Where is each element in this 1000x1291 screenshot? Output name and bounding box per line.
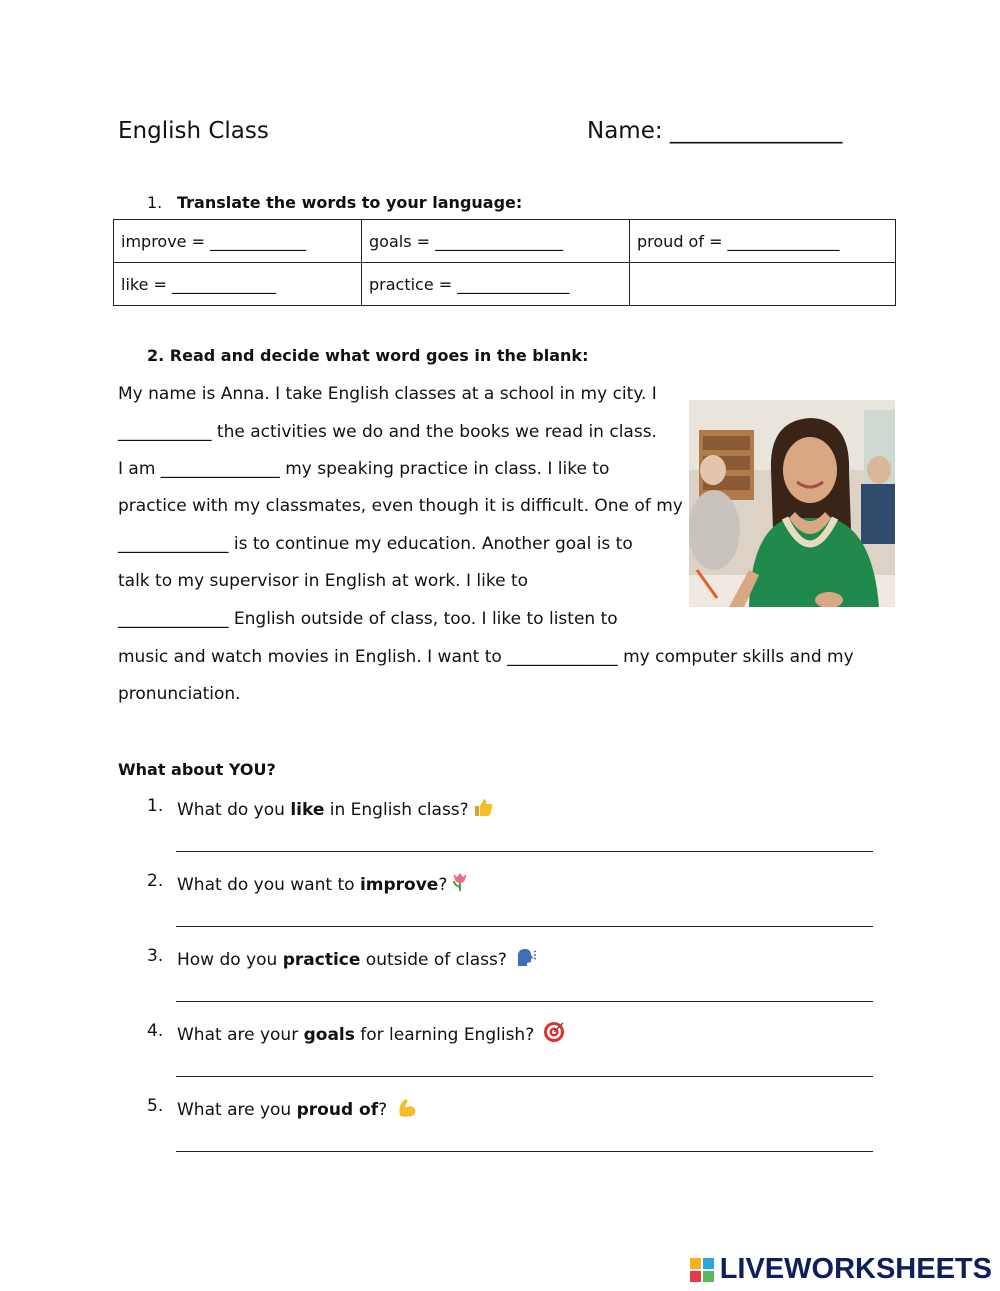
question-text: What do you like in English class? <box>177 796 494 823</box>
answer-line[interactable] <box>176 1001 873 1002</box>
vocab-cell[interactable]: goals = ________________ <box>362 220 630 263</box>
question-text: What are you proud of? <box>177 1096 418 1123</box>
section3-title: What about YOU? <box>118 760 276 779</box>
section1-number: 1. <box>147 193 163 212</box>
question-number: 4. <box>147 1021 164 1041</box>
paragraph-line: talk to my supervisor in English at work. I like to <box>118 571 529 591</box>
speaking-head-icon <box>515 946 537 973</box>
flexed-biceps-icon <box>396 1096 418 1123</box>
student-photo <box>689 400 895 607</box>
section1-title: Translate the words to your language: <box>177 193 523 212</box>
tulip-icon <box>450 871 470 898</box>
liveworksheets-brand-text: LIVEWORKSHEETS <box>719 1253 992 1285</box>
thumbs-up-icon <box>472 796 494 823</box>
paragraph-line: pronunciation. <box>118 684 241 704</box>
question-text: What do you want to improve? <box>177 871 470 898</box>
section2-title: 2. Read and decide what word goes in the blank: <box>147 346 589 365</box>
question-number: 1. <box>147 796 164 816</box>
paragraph-line: _____________ English outside of class, too. I like to listen to <box>118 609 618 629</box>
answer-line[interactable] <box>176 926 873 927</box>
paragraph-line: ___________ the activities we do and the books we read in class. <box>118 422 657 442</box>
paragraph-line: _____________ is to continue my education. Another goal is to <box>118 534 633 554</box>
question-number: 3. <box>147 946 164 966</box>
paragraph-line: music and watch movies in English. I want to _____________ my computer skills and my <box>118 647 854 667</box>
question-text: How do you practice outside of class? <box>177 946 537 973</box>
paragraph-line: practice with my classmates, even though it is difficult. One of my <box>118 496 683 516</box>
worksheet-title: English Class <box>118 118 269 144</box>
answer-line[interactable] <box>176 1076 873 1077</box>
question-text: What are your goals for learning English? <box>177 1021 565 1048</box>
vocab-cell[interactable]: improve = ____________ <box>114 220 362 263</box>
target-icon <box>543 1021 565 1048</box>
table-row <box>114 263 896 306</box>
vocab-cell[interactable]: like = _____________ <box>114 263 362 306</box>
liveworksheets-logo[interactable] <box>689 1253 992 1287</box>
liveworksheets-logo-icon <box>689 1256 715 1284</box>
name-label: Name: _______________ <box>587 118 843 144</box>
answer-line[interactable] <box>176 1151 873 1152</box>
table-row <box>114 220 896 263</box>
vocab-cell[interactable]: practice = ______________ <box>362 263 630 306</box>
question-number: 2. <box>147 871 164 891</box>
paragraph-line: My name is Anna. I take English classes at a school in my city. I <box>118 384 657 404</box>
vocab-table <box>113 219 896 306</box>
question-number: 5. <box>147 1096 164 1116</box>
answer-line[interactable] <box>176 851 873 852</box>
vocab-cell[interactable]: proud of = ______________ <box>630 220 896 263</box>
vocab-cell-empty <box>630 263 896 306</box>
paragraph-line: I am ______________ my speaking practice in class. I like to <box>118 459 610 479</box>
